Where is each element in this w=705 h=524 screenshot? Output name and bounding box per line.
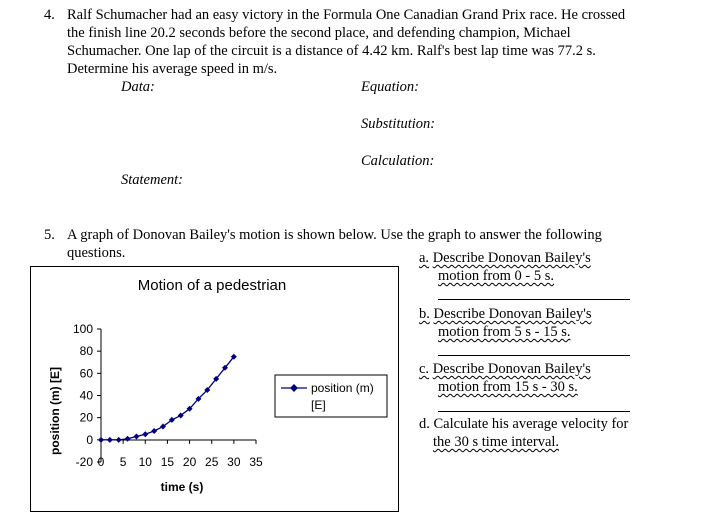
x-tick-label: 20 xyxy=(182,455,197,469)
motion-chart xyxy=(30,266,399,512)
q5c-text-1: Describe Donovan Bailey's xyxy=(432,361,591,377)
q5d-line-2 xyxy=(433,433,559,451)
y-tick-label: -20 xyxy=(75,455,93,469)
legend-text-2: [E] xyxy=(311,398,326,412)
q4-line-3: Schumacher. One lap of the circuit is a distance of 4.42 km. Ralf's best lap time was 77.2 s. xyxy=(67,43,596,59)
q5c-letter: c. xyxy=(419,361,430,377)
chart-x-label: time (s) xyxy=(160,480,204,494)
x-tick-label: 35 xyxy=(249,455,263,469)
q5d-text-2: the 30 s time interval. xyxy=(433,434,560,450)
q5a-line-1 xyxy=(419,249,591,267)
y-tick-label: 40 xyxy=(79,388,93,403)
data-point xyxy=(125,436,131,442)
q5-line-1: A graph of Donovan Bailey's motion is shown below. Use the graph to answer the following xyxy=(67,227,602,243)
q5c-text-2: motion from 15 s - 30 s. xyxy=(438,379,578,395)
y-tick-label: 20 xyxy=(79,410,93,425)
q4-line-2: the finish line 20.2 seconds before the second place, and defending champion, Michael xyxy=(67,25,571,41)
x-tick-label: 15 xyxy=(160,455,175,469)
y-tick-group xyxy=(73,322,101,469)
answer-line-b[interactable] xyxy=(438,355,630,356)
x-tick-label: 0 xyxy=(97,455,105,469)
q4-line-4: Determine his average speed in m/s. xyxy=(67,61,278,77)
y-tick-label: 0 xyxy=(86,432,93,447)
q5b-text-1: Describe Donovan Bailey's xyxy=(433,306,592,322)
data-point xyxy=(98,437,104,443)
calculation-label: Calculation: xyxy=(361,153,435,169)
chart-canvas xyxy=(31,267,398,511)
q5-line-2: questions. xyxy=(67,245,126,261)
q5b-line-2 xyxy=(438,323,571,341)
legend xyxy=(275,375,387,417)
q5-number: 5. xyxy=(44,227,55,243)
q5a-text-1: Describe Donovan Bailey's xyxy=(432,250,591,266)
series-line xyxy=(101,357,234,440)
answer-line-c[interactable] xyxy=(438,411,630,412)
q5c-line-2 xyxy=(438,378,578,396)
x-tick-label: 25 xyxy=(205,455,219,469)
x-tick-group xyxy=(98,440,263,469)
data-point xyxy=(116,437,122,443)
equation-label: Equation: xyxy=(361,79,419,95)
y-tick-label: 100 xyxy=(72,322,93,336)
q5a-text-2: motion from 0 - 5 s. xyxy=(438,268,554,284)
series-points xyxy=(98,354,237,443)
chart-title: Motion of a pedestrian xyxy=(137,277,287,294)
data-point xyxy=(151,428,157,434)
answer-line-a[interactable] xyxy=(438,299,630,300)
q5d-line-1: d. Calculate his average velocity for xyxy=(419,416,629,432)
legend-text-1: position (m) xyxy=(311,381,374,395)
q5b-text-2: motion from 5 s - 15 s. xyxy=(438,324,571,340)
data-point xyxy=(133,434,139,440)
q5a-line-2 xyxy=(438,267,554,285)
q5c-line-1 xyxy=(419,360,591,378)
data-point xyxy=(107,437,113,443)
q4-number: 4. xyxy=(44,7,55,23)
data-point xyxy=(142,431,148,437)
x-tick-label: 5 xyxy=(119,455,127,469)
q4-line-1: Ralf Schumacher had an easy victory in the Formula One Canadian Grand Prix race. He crossed xyxy=(67,7,626,23)
q5a-letter: a. xyxy=(419,250,430,266)
substitution-label: Substitution: xyxy=(361,116,436,132)
chart-y-label: position (m) [E] xyxy=(48,367,62,455)
x-tick-label: 10 xyxy=(138,455,152,469)
q5b-letter: b. xyxy=(419,306,430,322)
x-tick-label: 30 xyxy=(227,455,241,469)
y-tick-label: 80 xyxy=(79,344,93,359)
data-label: Data: xyxy=(121,79,155,95)
q5b-line-1 xyxy=(419,305,592,323)
y-tick-label: 60 xyxy=(79,366,93,381)
statement-label: Statement: xyxy=(121,172,184,188)
